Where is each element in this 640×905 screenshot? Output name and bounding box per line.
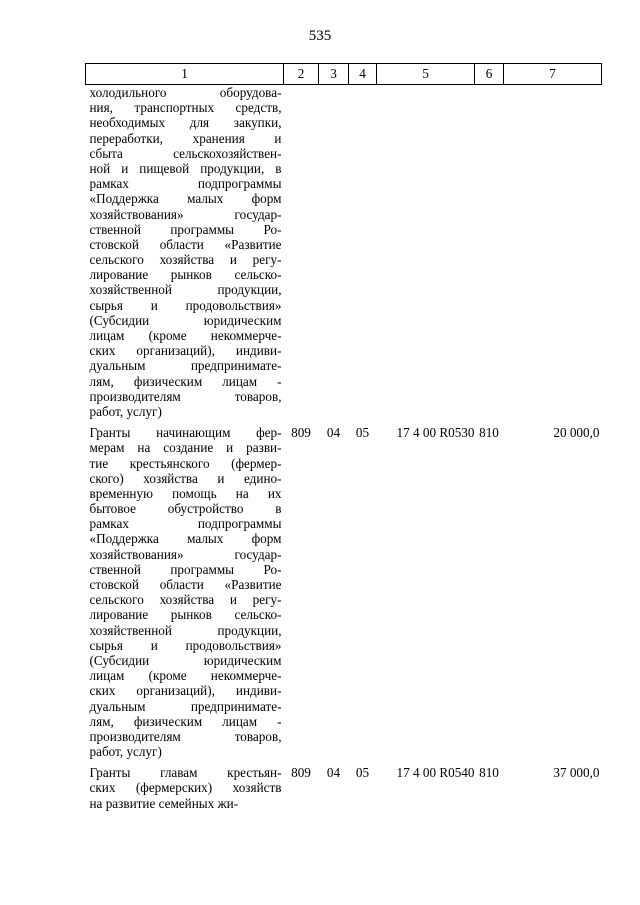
description-line: ной и пищевой продукции, в <box>89 160 282 176</box>
description-line: необходимых для закупки, <box>89 115 282 131</box>
cell-ministry: 809 <box>291 425 311 441</box>
description-line: лирование рынков сельско- <box>89 607 282 623</box>
description-line: сырья и продовольствия» <box>89 297 282 313</box>
description-line: лицам (кроме некоммерче- <box>89 668 282 684</box>
description-line: «Поддержка малых форм <box>89 191 282 207</box>
cell-target: 17 4 00 R0540 <box>396 765 475 781</box>
cell-section: 04 <box>326 765 341 781</box>
description-line: дуальным предпринимате- <box>89 698 282 714</box>
description-line: лицам (кроме некоммерче- <box>89 328 282 343</box>
page-number: 535 <box>308 28 332 44</box>
description-line: хозяйственной продукции, <box>89 622 282 638</box>
description-line: производителям товаров, <box>89 388 282 404</box>
description-line: сбыта сельскохозяйствен- <box>89 145 282 161</box>
description-line: работ, услуг) <box>89 744 162 760</box>
cell-section <box>319 85 349 420</box>
cell-target <box>377 85 475 420</box>
description-line: Гранты начинающим фер- <box>89 425 282 441</box>
description-line: рамках подпрограммы <box>89 516 282 532</box>
description-line: хозяйствования» государ- <box>89 206 282 222</box>
description-line: ского) хозяйства и едино- <box>89 470 282 486</box>
header-col-3: 3 <box>319 64 349 85</box>
cell-type: 810 <box>479 425 499 441</box>
table-row <box>86 419 602 759</box>
row-description <box>86 85 284 420</box>
cell-ministry <box>284 85 319 420</box>
table-row <box>86 759 602 811</box>
description-line: ственной программы Ро- <box>89 561 282 577</box>
description-line: ских организаций), индиви- <box>89 343 282 359</box>
cell-type <box>475 85 504 420</box>
description-line: ских (фермерских) хозяйств <box>89 780 282 796</box>
description-line: бытовое обустройство в <box>89 501 282 517</box>
table-row <box>86 85 602 420</box>
header-col-2: 2 <box>284 64 319 85</box>
cell-section: 04 <box>326 425 341 441</box>
table-body <box>86 85 602 811</box>
description-line: временную помощь на их <box>89 485 282 501</box>
header-col-4: 4 <box>349 64 377 85</box>
row-description <box>86 759 284 811</box>
description-line: стовской области «Развитие <box>89 236 282 252</box>
description-line: ния, транспортных средств, <box>89 100 282 116</box>
description-line: мерам на создание и разви- <box>89 440 282 456</box>
description-line: ских организаций), индиви- <box>89 683 282 699</box>
cell-type: 810 <box>479 765 499 781</box>
description-line: «Поддержка малых форм <box>89 531 282 547</box>
header-col-7: 7 <box>504 64 602 85</box>
description-line: лям, физическим лицам - <box>89 373 282 389</box>
description-line: (Субсидии юридическим <box>89 652 282 668</box>
description-line: Гранты главам крестьян- <box>89 765 282 781</box>
description-line: тие крестьянского (фермер- <box>89 455 282 471</box>
cell-amount: 37 000,0 <box>553 765 600 781</box>
description-line: ственной программы Ро- <box>89 221 282 237</box>
description-line: на развитие семейных жи- <box>89 795 239 811</box>
cell-amount: 20 000,0 <box>553 425 600 441</box>
table-header <box>86 64 602 85</box>
header-row <box>86 64 602 85</box>
header-col-5: 5 <box>377 64 475 85</box>
cell-ministry: 809 <box>291 765 311 781</box>
description-line: сельского хозяйства и регу- <box>89 592 282 608</box>
budget-table <box>85 63 602 811</box>
description-line: переработки, хранения и <box>89 130 282 146</box>
description-line: лям, физическим лицам - <box>89 713 282 729</box>
row-description <box>86 419 284 759</box>
header-col-6: 6 <box>475 64 504 85</box>
description-line: сырья и продовольствия» <box>89 637 282 653</box>
header-col-1: 1 <box>86 64 284 85</box>
description-line: работ, услуг) <box>89 403 162 419</box>
description-line: хозяйственной продукции, <box>89 282 282 298</box>
description-line: стовской области «Развитие <box>89 577 282 592</box>
cell-amount <box>504 85 602 420</box>
description-line: лирование рынков сельско- <box>89 267 282 283</box>
description-line: дуальным предпринимате- <box>89 358 282 374</box>
cell-target: 17 4 00 R0530 <box>396 425 475 441</box>
cell-subsection: 05 <box>355 765 370 781</box>
description-line: производителям товаров, <box>89 728 282 744</box>
cell-subsection: 05 <box>355 425 370 441</box>
cell-subsection <box>349 85 377 420</box>
description-line: (Субсидии юридическим <box>89 312 282 328</box>
description-line: холодильного оборудова- <box>89 85 282 100</box>
description-line: сельского хозяйства и регу- <box>89 252 282 268</box>
description-line: хозяйствования» государ- <box>89 546 282 562</box>
description-line: рамках подпрограммы <box>89 176 282 192</box>
